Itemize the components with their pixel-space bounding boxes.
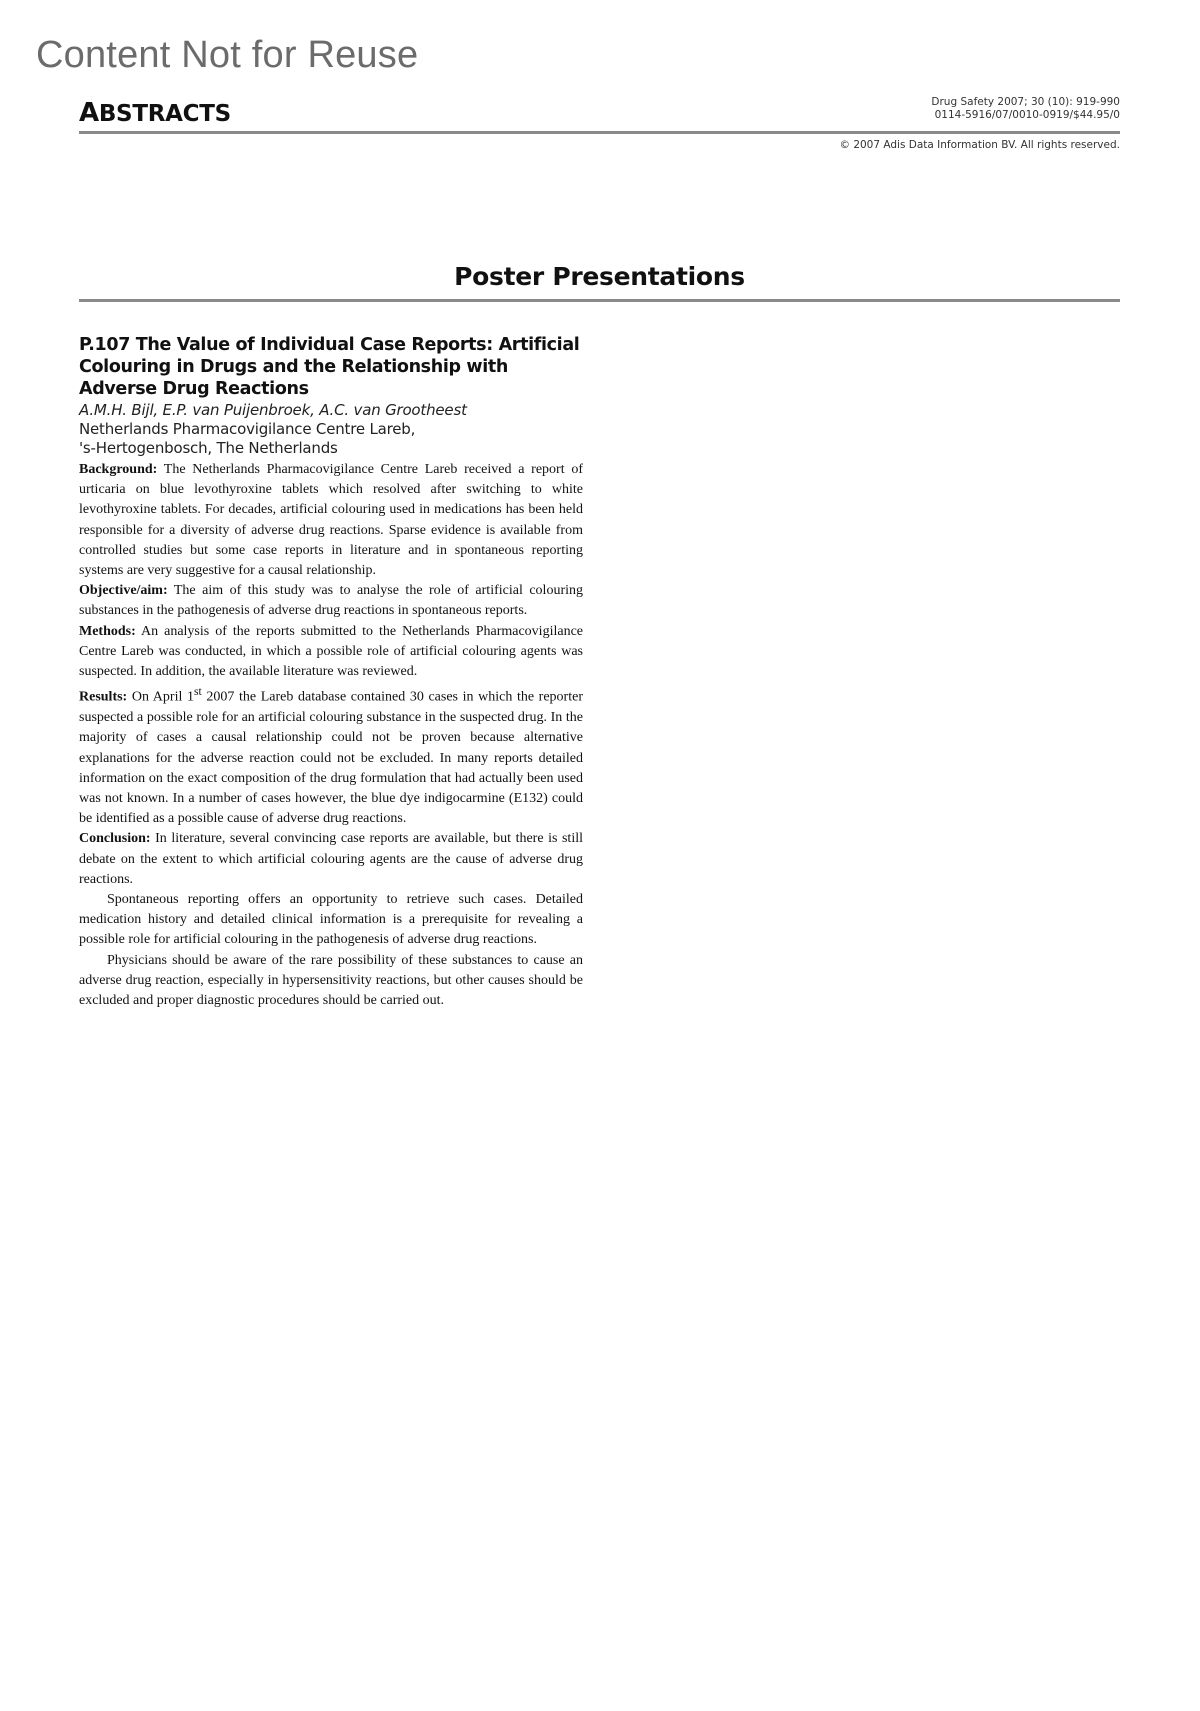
poster-divider <box>79 299 1120 302</box>
spontaneous-reporting-paragraph: Spontaneous reporting offers an opportunity to retrieve such cases. Detailed medication history and detailed clinical information is a prerequisite for revealing a possible role for artificial colouring in the pathogenesis of adverse drug reactions. <box>79 891 583 948</box>
affiliation-line2: 's-Hertogenbosch, The Netherlands <box>79 439 338 457</box>
watermark: Content Not for Reuse <box>36 34 419 76</box>
methods-paragraph <box>79 622 583 683</box>
journal-citation <box>931 96 1120 122</box>
background-text: The Netherlands Pharmacovigilance Centre Lareb received a report of urticaria on blue levothyroxine tablets which resolved after switching to white levothyroxine tablets. For decades, artificial colouring used in medications has been held responsible for a diversity of adverse drug reactions. Sparse evidence is available from controlled studies but some case reports in literature and in spontaneous reporting systems are very suggestive for a causal relationship. <box>79 462 583 579</box>
conclusion-label: Conclusion: <box>79 831 151 847</box>
results-text-b: 2007 the Lareb database contained 30 cases in which the reporter suspected a possible role for an artificial colouring substance in the suspected drug. In the majority of cases a causal relationship could not be proven because alternative explanations for the adverse reaction could not be excluded. In many reports detailed information on the exact composition of the drug formulation that had actually been used was not known. In a number of cases however, the blue dye indigocarmine (E132) could be identified as a possible cause of adverse drug reactions. <box>79 689 583 827</box>
abstract-affiliation <box>79 420 583 458</box>
journal-citation-line2: 0114-5916/07/0010-0919/$44.95/0 <box>934 109 1120 121</box>
physicians-paragraph: Physicians should be aware of the rare possibility of these substances to cause an adverse drug reaction, especially in hypersensitivity reactions, but other causes should be excluded and proper diagnostic procedures should be carried out. <box>79 952 583 1008</box>
copyright-notice: © 2007 Adis Data Information BV. All rights reserved. <box>839 139 1120 151</box>
objective-text: The aim of this study was to analyse the role of artificial colouring substances in the pathogenesis of adverse drug reactions in spontaneous reports. <box>79 583 583 619</box>
conclusion-paragraph <box>79 829 583 890</box>
methods-text: An analysis of the reports submitted to the Netherlands Pharmacovigilance Centre Lareb was conducted, in which a possible role of artificial colouring agents was suspected. In addition, the available literature was reviewed. <box>79 623 583 680</box>
abstract <box>79 334 583 1011</box>
results-text-a: On April 1 <box>127 689 194 705</box>
results-paragraph <box>79 682 583 829</box>
objective-label: Objective/aim: <box>79 583 168 599</box>
background-paragraph <box>79 460 583 581</box>
header-divider <box>79 131 1120 134</box>
background-label: Background: <box>79 462 158 477</box>
objective-paragraph <box>79 581 583 621</box>
conclusion-text: In literature, several convincing case reports are available, but there is still debate on the extent to which artificial colouring agents are the cause of adverse drug reactions. <box>79 831 583 887</box>
abstract-title: P.107 The Value of Individual Case Reports: Artificial Colouring in Drugs and the Relationship with Adverse Drug Reactions <box>79 335 580 399</box>
section-label-rest: BSTRACTS <box>98 101 231 127</box>
section-label <box>79 98 231 128</box>
affiliation-line1: Netherlands Pharmacovigilance Centre Lareb, <box>79 420 416 438</box>
methods-label: Methods: <box>79 623 136 639</box>
abstract-authors: A.M.H. Bijl, E.P. van Puijenbroek, A.C. van Grootheest <box>79 401 467 419</box>
poster-heading: Poster Presentations <box>454 262 745 291</box>
journal-citation-line1: Drug Safety 2007; 30 (10): 919-990 <box>931 96 1120 108</box>
results-superscript: st <box>193 685 202 699</box>
section-label-initial: A <box>79 98 99 128</box>
results-label: Results: <box>79 689 128 705</box>
